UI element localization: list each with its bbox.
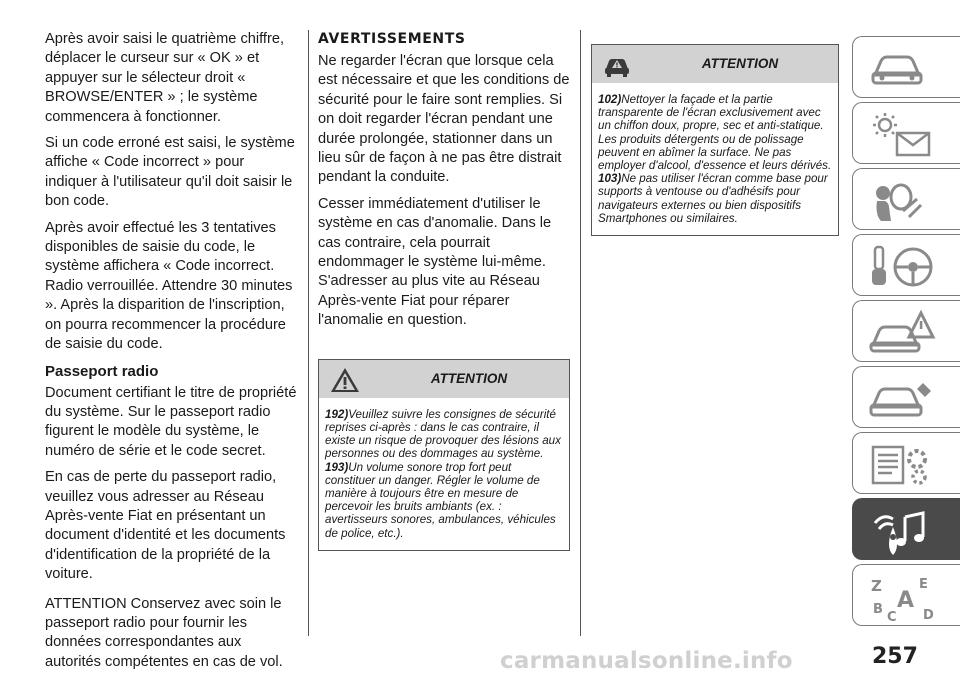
note-number: 103) (598, 172, 622, 186)
paragraph: Si un code erroné est saisi, le système affiche « Code incorrect » pour indiquer à l'utilisateur qu'il doit saisir le bon code. (45, 135, 295, 210)
page-number: 257 (872, 644, 918, 669)
attention-item (325, 461, 563, 540)
attention-body (319, 398, 569, 550)
attention-title: ATTENTION (701, 56, 779, 71)
index-letter: Z (871, 577, 882, 595)
tab-car[interactable] (852, 36, 960, 98)
note-text: Nettoyer la façade et la partie transparente de l'écran exclusivement avec un chiffon doux, propre, sec et anti-statique. Les produits détergents ou de polissage peuvent en abîmer la surface. Ne pas employer d'alcool, d'essence et leurs dérivés. (598, 93, 832, 173)
car-specs-icon (867, 441, 937, 489)
alphabetical-index-icon (867, 573, 943, 623)
right-column (591, 44, 839, 236)
paragraph: Cesser immédiatement d'utiliser le système en cas d'anomalie. Dans le cas contraire, cela pourrait endommager le système lui-même. S'adresser au plus vite au Réseau Après-vente Fiat pour réparer l'anomalie en question. (318, 195, 552, 329)
note-number: 193) (325, 460, 349, 474)
tab-breakdown[interactable] (852, 300, 960, 362)
note-text: Ne pas utiliser l'écran comme base pour supports à ventouse ou d'adhésifs pour navigateurs externes ou bien dispositifs Smartphones ou similaires. (598, 172, 828, 225)
tab-alphabetical-index[interactable] (852, 564, 960, 626)
attention-item (598, 172, 832, 225)
paragraph: Après avoir saisi le quatrième chiffre, déplacer le curseur sur « OK » et appuyer sur le sélecteur droit « BROWSE/ENTER » ; le système commencera à fonctionner. (45, 31, 285, 125)
attention-item (598, 93, 832, 172)
attention-box (318, 359, 570, 551)
index-letter: A (897, 588, 915, 613)
paragraph: Document certifiant le titre de propriété du système. Sur le passeport radio figurent le modèle du système, le numéro de série et le code secret. (45, 384, 297, 459)
paragraph: ATTENTION Conservez avec soin le passeport radio pour fournir les données correspondantes aux autorités compétentes en cas de vol. (45, 595, 283, 670)
paragraph: En cas de perte du passeport radio, veuillez vous adresser au Réseau Après-vente Fiat en présentant un document d'identité et les documents d'identification de la propriété de la voiture. (45, 469, 286, 583)
note-number: 102) (598, 93, 622, 106)
attention-header (319, 360, 569, 398)
attention-body (592, 83, 838, 235)
middle-column (318, 30, 570, 551)
index-letter: D (923, 608, 934, 623)
left-column (45, 30, 297, 678)
watermark: carmanualsonline.info (500, 648, 793, 674)
tab-airbag[interactable] (852, 168, 960, 230)
attention-box (591, 44, 839, 236)
warnings-heading: AVERTISSEMENTS (318, 31, 466, 47)
tab-car-specs[interactable] (852, 432, 960, 494)
dashboard-lights-icon (867, 111, 937, 161)
section-heading: Passeport radio (45, 362, 159, 380)
car-icon (867, 45, 927, 91)
paragraph: Ne regarder l'écran que lorsque cela est nécessaire et que les conditions de sécurité pour le faire sont remplies. Si on doit regarder l'écran pendant une durée prolongée, stationner dans un lieu sûr de façon à ne pas être distrait pendant la conduite. (318, 53, 570, 186)
car-service-icon (867, 375, 937, 423)
tab-key-steering[interactable] (852, 234, 960, 296)
note-text: Un volume sonore trop fort peut constituer un danger. Régler le volume de manière à toujours être en mesure de percevoir les bruits ambiants (ex. : avertisseurs sonores, ambulances, véhicules de police, etc.). (325, 460, 556, 540)
column-divider (308, 30, 309, 636)
note-text: Veuillez suivre les consignes de sécurité reprises ci-après : dans le cas contraire, il existe un risque de provoquer des lésions aux personnes ou des dommages au système. (325, 407, 561, 461)
tab-car-service[interactable] (852, 366, 960, 428)
index-letter: C (887, 610, 897, 623)
tab-dashboard-lights[interactable] (852, 102, 960, 164)
key-steering-icon (867, 243, 937, 291)
airbag-icon (867, 177, 927, 225)
tab-multimedia[interactable] (852, 498, 960, 560)
index-letter: E (919, 577, 928, 592)
attention-header (592, 45, 838, 83)
attention-item (325, 408, 563, 461)
index-letter: B (873, 602, 883, 617)
note-number: 192) (325, 407, 349, 421)
multimedia-icon (867, 507, 937, 557)
column-divider (580, 30, 581, 636)
attention-title: ATTENTION (430, 370, 508, 386)
paragraph: Après avoir effectué les 3 tentatives disponibles de saisie du code, le système affichera « Code incorrect. Radio verrouillée. Attendre 30 minutes ». Après la disparition de l'inscription, on pourra recommencer la procédure de saisie du code. (45, 219, 293, 353)
breakdown-icon (867, 309, 937, 357)
